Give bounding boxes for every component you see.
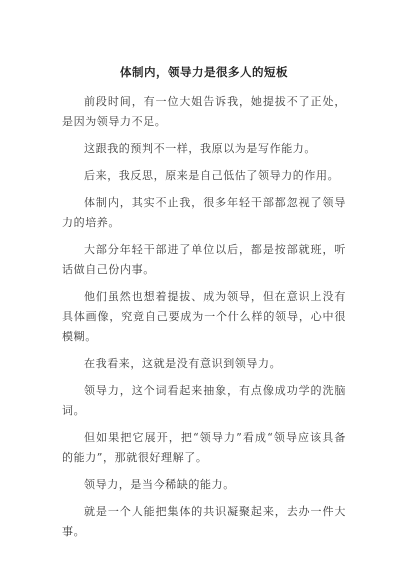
paragraph: 领导力，是当今稀缺的能力。 [84, 478, 235, 491]
paragraph: 但如果把它展开，把“领导力”看成“领导应该具备的能力”，那就很好理解了。 [62, 431, 346, 464]
paragraph: 就是一个人能把集体的共识凝聚起来，去办一件大事。 [62, 505, 346, 538]
paragraph: 领导力，这个词看起来抽象，有点像成功学的洗脑词。 [62, 384, 346, 417]
document-title: 体制内，领导力是很多人的短板 [120, 65, 288, 79]
paragraph: 这跟我的预判不一样，我原以为是写作能力。 [84, 142, 316, 155]
paragraph: 在我看来，这就是没有意识到领导力。 [84, 357, 282, 370]
document-body [62, 92, 346, 542]
paragraph: 他们虽然也想着提拔、成为领导，但在意识上没有具体画像，究竟自己要成为一个什么样的领导，心中很模糊。 [62, 290, 346, 343]
paragraph: 前段时间，有一位大姐告诉我，她提拔不了正处，是因为领导力不足。 [62, 95, 346, 128]
paragraph: 体制内，其实不止我，很多年轻干部都忽视了领导力的培养。 [62, 196, 346, 229]
paragraph: 后来，我反思，原来是自己低估了领导力的作用。 [84, 169, 340, 182]
paragraph: 大部分年轻干部进了单位以后，都是按部就班，听话做自己份内事。 [62, 243, 346, 276]
